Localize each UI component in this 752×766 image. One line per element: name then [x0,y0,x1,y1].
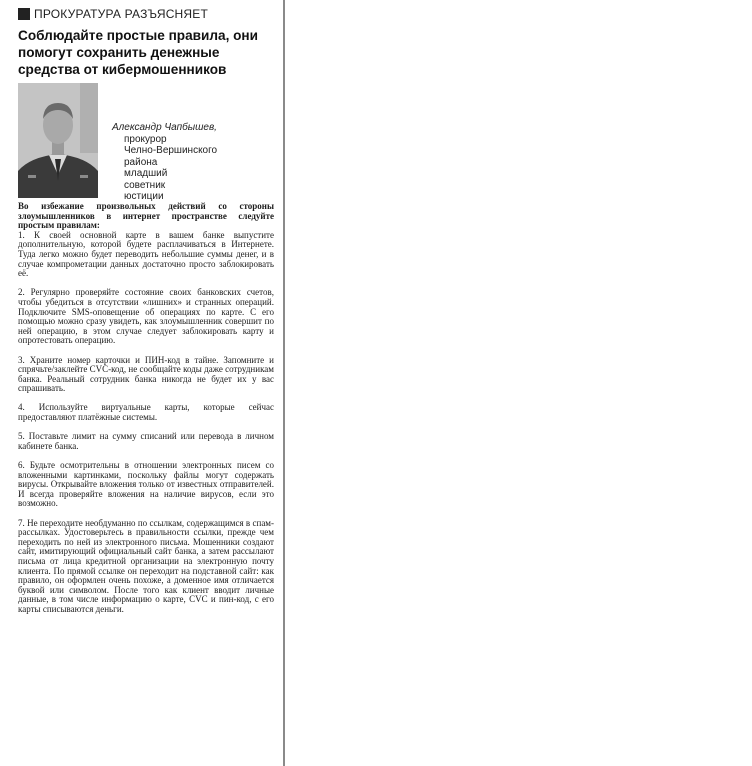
author-title-line: младший [124,168,168,179]
author-photo [18,83,98,198]
author-title-line: юстиции [124,191,164,202]
author-portrait-image [18,83,98,198]
author-title-line: прокурор [124,133,167,145]
rubric [18,7,208,21]
author-title-line: района [124,156,158,168]
author-caption [112,122,262,203]
article-lead: Во избежание произвольных действий со стороны злоумышленников в интернет пространстве следуйте простым правилам: [18,201,274,231]
rule-item: 3. Храните номер карточки и ПИН-код в тайне. Запомните и спрячьте/заклейте CVC-код, не сообщайте коды даже сотрудникам банка. Реальный сотрудник банка никогда не будет их у вас спрашивать. [18,354,274,394]
author-title-line: Челно-Вершинского [124,145,218,156]
article-headline: Соблюдайте простые правила, они помогут сохранить денежные средства от кибермошенников [18,28,258,77]
rule-item: 7. Не переходите необдуманно по ссылкам, содержащимся в спам-рассылках. Удостоверьтесь в правильности ссылки, прежде чем переходить по ней из электронного письма. Мошенники создают сайт, имитирующий официальный сайт банка, а затем рассылают письма от лица кредитной организации на электронную почту клиента. По прямой ссылке он переходит на подставной сайт: как правило, он оформлен очень похоже, а доменное имя отличается буквой или символом. После того как клиент вводит личные данные, в том числе информацию о карте, CVC и пин-код, с его карты списываются деньги. [18,517,274,614]
article-column [0,0,283,766]
rubric-label: ПРОКУРАТУРА РАЗЪЯСНЯЕТ [34,7,209,21]
rule-item: 6. Будьте осмотрительны в отношении электронных писем со вложенными картинками, поскольку файлы могут содержать вирусы. Открывайте вложения только от известных отправителей. И всегда проверяйте вложения на наличие вирусов, если это возможно. [18,460,274,509]
author-name: Александр Чапбышев, [112,122,217,133]
rule-item: 2. Регулярно проверяйте состояние своих банковских счетов, чтобы убедиться в отсутствии «лишних» и странных операций. Подключите SMS-оповещение об операциях по карте. С его помощью можно сразу увидеть, как злоумышленник совершит по ней операцию, в этом случае следует заблокировать карту и опротестовать операцию. [18,287,274,346]
rule-item: 4. Используйте виртуальные карты, которые сейчас предоставляют платёжные системы. [18,402,274,423]
column-divider [283,0,285,766]
rubric-square-icon [18,8,30,20]
article-body [18,201,274,614]
rule-item: 5. Поставьте лимит на сумму списаний или перевода в личном кабинете банка. [18,431,274,451]
author-title-line: советник [124,179,166,191]
rule-item: 1. К своей основной карте в вашем банке выпустите дополнительную, которой будете расплачиваться в Интернете. Туда легко можно будет переводить небольшие суммы денег, и в случае компрометации данных достаточно просто заблокировать её. [18,229,274,279]
